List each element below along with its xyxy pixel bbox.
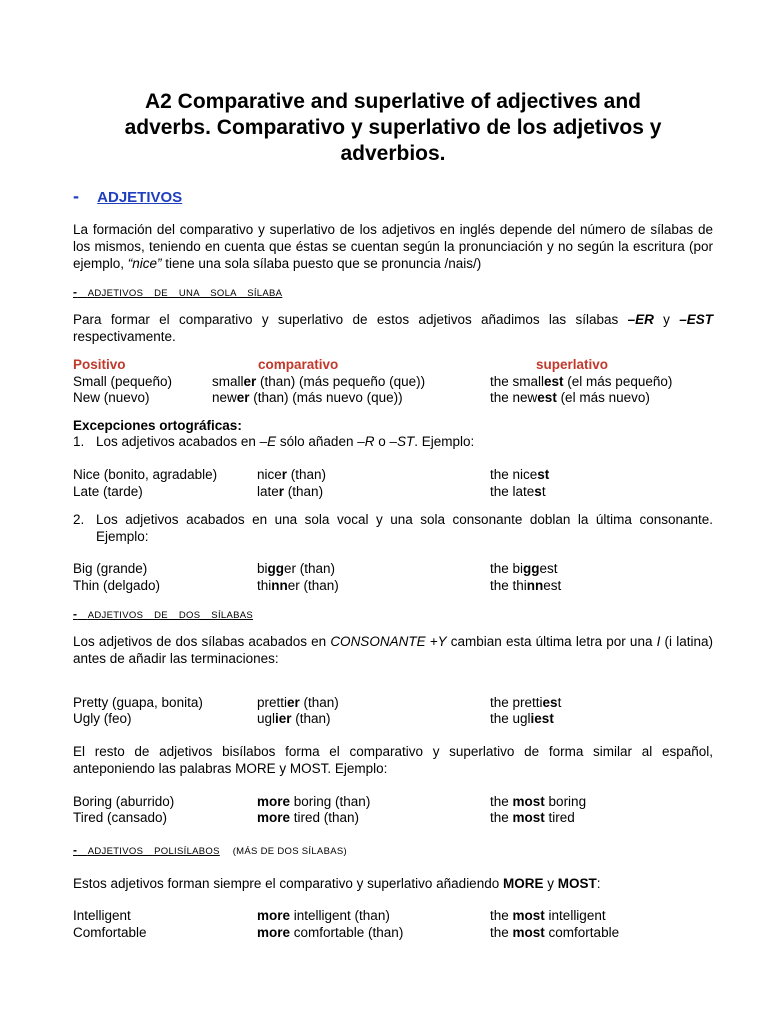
exceptions-heading: Excepciones ortográficas: <box>73 418 242 433</box>
superlative-form: the newest (el más nuevo) <box>490 390 650 405</box>
comparative-form: more intelligent (than) <box>257 908 390 923</box>
positive-form: Big (grande) <box>73 561 148 576</box>
section-dash: - <box>73 186 79 206</box>
comparative-form: thinner (than) <box>257 578 339 593</box>
positive-form: Intelligent <box>73 908 131 923</box>
comparative-form: smaller (than) (más pequeño (que)) <box>212 374 426 389</box>
positive-form: Ugly (feo) <box>73 711 132 726</box>
p4-most: MOST <box>557 876 597 891</box>
positive-form: Tired (cansado) <box>73 810 168 825</box>
intro-paragraph <box>73 221 713 272</box>
intro-text-end: tiene una sola sílaba puesto que se pronuncia /nais/) <box>161 256 482 271</box>
superlative-form: the most boring <box>490 794 587 809</box>
section-link-adjetivos[interactable]: ADJETIVOS <box>97 189 183 206</box>
subheading-dash: - <box>73 607 78 621</box>
title-line-3: adverbios. <box>340 142 446 165</box>
p2-text-end: (i latina) antes de añadir las terminaciones: <box>73 634 713 666</box>
comparative-form: bigger (than) <box>257 561 336 576</box>
superlative-form: the smallest (el más pequeño) <box>490 374 673 389</box>
exception-item-1 <box>73 433 713 450</box>
intro-text: La formación del comparativo y superlativo de los adjetivos en inglés depende del número de sílabas de los mismos, teniendo en cuenta que éstas se cuentan según la pronunciación y no según la escritura (por ejemplo, <box>73 222 713 271</box>
superlative-form: the prettiest <box>490 695 562 710</box>
paragraph-more-most: El resto de adjetivos bisílabos forma el comparativo y superlativo de forma similar al español, anteponiendo las palabras MORE y MOST. Ejemplo: <box>73 744 713 776</box>
superlative-form: the nicest <box>490 467 550 482</box>
paragraph-two-syllables <box>73 633 713 667</box>
subheading-dash: - <box>73 843 78 857</box>
superlative-form: the thinnest <box>490 578 562 593</box>
subheading-polisilabos <box>73 843 347 857</box>
comparative-form: uglier (than) <box>257 711 331 726</box>
superlative-form: the latest <box>490 484 546 499</box>
item-number: 1. <box>73 434 85 449</box>
item-text: Los adjetivos acabados en –E sólo añaden –R o –ST. Ejemplo: <box>96 434 475 449</box>
comparative-form: more comfortable (than) <box>257 925 404 940</box>
table-row <box>73 793 713 810</box>
header-superlative: superlativo <box>536 357 609 372</box>
comparative-form: more tired (than) <box>257 810 360 825</box>
p2-letter-i: I <box>656 634 661 649</box>
p4-colon: : <box>596 876 601 891</box>
superlative-form: the most intelligent <box>490 908 606 923</box>
comparative-form: prettier (than) <box>257 695 339 710</box>
superlative-form: the biggest <box>490 561 558 576</box>
table-row <box>73 710 713 727</box>
suffix-est: –EST <box>679 312 713 327</box>
table-row <box>73 924 713 941</box>
table-row <box>73 483 713 500</box>
positive-form: Small (pequeño) <box>73 374 173 389</box>
p1-text-end: respectivamente. <box>73 329 176 344</box>
p4-and: y <box>543 876 558 891</box>
column-headers <box>73 356 713 373</box>
p2-text-mid: cambian esta última letra por una <box>446 634 657 649</box>
header-comparative: comparativo <box>258 357 339 372</box>
p1-text: Para formar el comparativo y superlativo de estos adjetivos añadimos las sílabas <box>73 312 628 327</box>
comparative-form: more boring (than) <box>257 794 371 809</box>
table-row <box>73 373 713 390</box>
header-positive: Positivo <box>73 357 126 372</box>
table-row <box>73 560 713 577</box>
positive-form: Pretty (guapa, bonita) <box>73 695 203 710</box>
positive-form: Nice (bonito, agradable) <box>73 467 218 482</box>
paragraph-polisilabos <box>73 875 713 892</box>
p4-more: MORE <box>502 876 544 891</box>
positive-form: Late (tarde) <box>73 484 143 499</box>
table-row <box>73 694 713 711</box>
superlative-form: the most comfortable <box>490 925 620 940</box>
subheading-dos-silabas <box>73 607 253 621</box>
item-text: Los adjetivos acabados en una sola vocal y una sola consonante doblan la última consonante. Ejemplo: <box>96 512 713 544</box>
subheading-dash: - <box>73 285 78 299</box>
title-line-2: adverbs. Comparativo y superlativo de los adjetivos y <box>124 116 662 139</box>
page-title <box>73 89 713 167</box>
p2-text: Los adjetivos de dos sílabas acabados en <box>73 634 331 649</box>
comparative-form: newer (than) (más nuevo (que)) <box>212 390 403 405</box>
table-row <box>73 389 713 406</box>
table-row <box>73 809 713 826</box>
exception-item-2 <box>73 511 713 545</box>
suffix-er: –ER <box>627 312 654 327</box>
subheading-label: ADJETIVOS DE UNA SOLA SÍLABA <box>87 288 283 299</box>
positive-form: New (nuevo) <box>73 390 150 405</box>
paragraph-one-syllable <box>73 311 713 345</box>
comparative-form: nicer (than) <box>257 467 327 482</box>
subheading-label: ADJETIVOS DE DOS SÍLABAS <box>87 610 254 621</box>
intro-quote: “nice” <box>127 256 162 271</box>
p1-and: y <box>653 312 680 327</box>
superlative-form: the most tired <box>490 810 575 825</box>
positive-form: Thin (delgado) <box>73 578 161 593</box>
item-number: 2. <box>73 512 85 527</box>
superlative-form: the ugliest <box>490 711 554 726</box>
positive-form: Boring (aburrido) <box>73 794 175 809</box>
table-row <box>73 466 713 483</box>
subheading-label: ADJETIVOS POLISÍLABOS <box>87 846 220 857</box>
p2-consonant-y: CONSONANTE +Y <box>330 634 447 649</box>
p4-text: Estos adjetivos forman siempre el comparativo y superlativo añadiendo <box>73 876 503 891</box>
section-heading-adjetivos <box>73 186 182 207</box>
subheading-una-silaba <box>73 285 282 299</box>
title-line-1: A2 Comparative and superlative of adjectives and <box>144 90 641 113</box>
comparative-form: later (than) <box>257 484 324 499</box>
subheading-note: (MÁS DE DOS SÍLABAS) <box>232 846 347 857</box>
table-row <box>73 907 713 924</box>
positive-form: Comfortable <box>73 925 147 940</box>
table-row <box>73 577 713 594</box>
